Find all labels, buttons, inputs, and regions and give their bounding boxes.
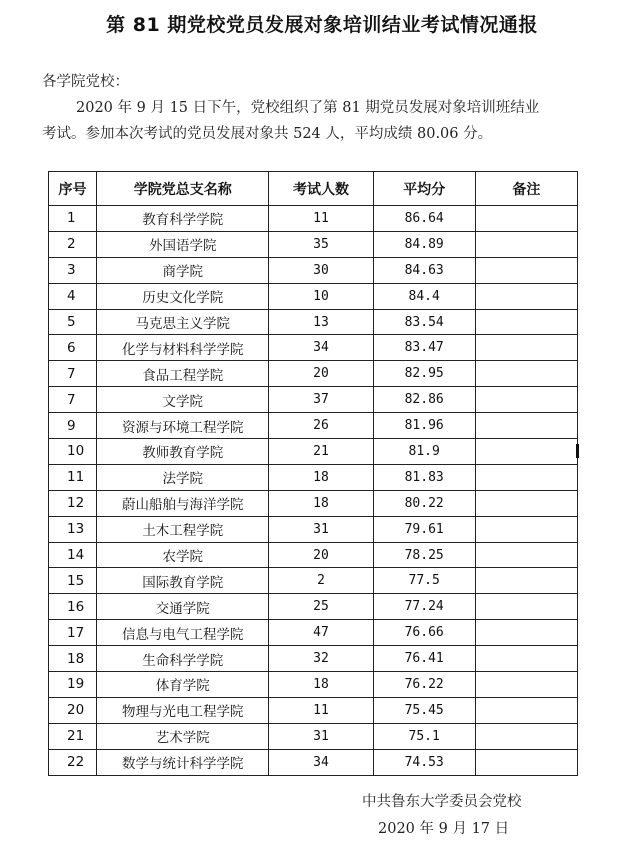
cell-count: 34 [269, 335, 373, 361]
cell-average: 77.5 [373, 568, 475, 594]
cell-count: 11 [269, 206, 373, 232]
cell-remarks [475, 620, 577, 646]
table-row [49, 283, 578, 309]
cell-remarks [475, 335, 577, 361]
cell-count: 11 [269, 697, 373, 723]
cell-index: 20 [49, 697, 97, 723]
cell-college: 外国语学院 [97, 231, 269, 257]
table-row [49, 594, 578, 620]
cell-remarks [475, 257, 577, 283]
header-average: 平均分 [373, 172, 475, 206]
body-paragraph-line-1: 2020 年 9 月 15 日下午，党校组织了第 81 期党员发展对象培训班结业 [76, 100, 540, 116]
cell-college: 物理与光电工程学院 [97, 697, 269, 723]
cell-count: 13 [269, 309, 373, 335]
cell-average: 84.63 [373, 257, 475, 283]
cell-remarks [475, 413, 577, 439]
header-college: 学院党总支名称 [97, 172, 269, 206]
cell-average: 75.1 [373, 723, 475, 749]
cell-college: 文学院 [97, 387, 269, 413]
cell-remarks [475, 646, 577, 672]
cell-index: 7 [49, 387, 97, 413]
cell-remarks [475, 594, 577, 620]
cell-college: 交通学院 [97, 594, 269, 620]
cell-remarks [475, 361, 577, 387]
table-row [49, 387, 578, 413]
header-index: 序号 [49, 172, 97, 206]
cell-remarks [475, 672, 577, 698]
cell-count: 31 [269, 516, 373, 542]
cell-college: 国际教育学院 [97, 568, 269, 594]
cell-count: 35 [269, 231, 373, 257]
cell-college: 蔚山船舶与海洋学院 [97, 490, 269, 516]
cell-index: 4 [49, 283, 97, 309]
cell-count: 18 [269, 464, 373, 490]
cell-college: 食品工程学院 [97, 361, 269, 387]
cell-index: 9 [49, 413, 97, 439]
cell-count: 32 [269, 646, 373, 672]
cell-college: 农学院 [97, 542, 269, 568]
cell-count: 2 [269, 568, 373, 594]
cell-index: 13 [49, 516, 97, 542]
table-row [49, 335, 578, 361]
cell-remarks [475, 542, 577, 568]
table-row [49, 723, 578, 749]
cell-count: 10 [269, 283, 373, 309]
cell-count: 26 [269, 413, 373, 439]
cell-index: 11 [49, 464, 97, 490]
table-row [49, 309, 578, 335]
header-remarks: 备注 [475, 172, 577, 206]
cell-count: 18 [269, 490, 373, 516]
cell-remarks [475, 723, 577, 749]
cell-remarks [475, 309, 577, 335]
cell-average: 78.25 [373, 542, 475, 568]
cell-remarks [475, 206, 577, 232]
cell-remarks [475, 568, 577, 594]
table-row [49, 646, 578, 672]
cell-average: 83.47 [373, 335, 475, 361]
cell-average: 76.41 [373, 646, 475, 672]
table-row [49, 542, 578, 568]
table-row [49, 672, 578, 698]
table-row [49, 516, 578, 542]
cell-college: 马克思主义学院 [97, 309, 269, 335]
cell-average: 86.64 [373, 206, 475, 232]
cell-index: 21 [49, 723, 97, 749]
cell-college: 土木工程学院 [97, 516, 269, 542]
cell-college: 教师教育学院 [97, 439, 269, 465]
cell-remarks [475, 231, 577, 257]
cell-average: 81.9 [373, 439, 475, 465]
cell-remarks [475, 464, 577, 490]
document-title: 第 81 期党校党员发展对象培训结业考试情况通报 [106, 14, 538, 36]
cell-average: 75.45 [373, 697, 475, 723]
cell-remarks [475, 516, 577, 542]
cell-college: 艺术学院 [97, 723, 269, 749]
cell-index: 19 [49, 672, 97, 698]
cell-count: 30 [269, 257, 373, 283]
cell-index: 3 [49, 257, 97, 283]
text-cursor-mark [576, 444, 579, 458]
greeting: 各学院党校： [42, 74, 129, 90]
cell-college: 体育学院 [97, 672, 269, 698]
cell-index: 17 [49, 620, 97, 646]
cell-count: 18 [269, 672, 373, 698]
cell-index: 15 [49, 568, 97, 594]
cell-index: 7 [49, 361, 97, 387]
cell-college: 商学院 [97, 257, 269, 283]
cell-index: 22 [49, 749, 97, 775]
cell-average: 76.22 [373, 672, 475, 698]
table-row [49, 620, 578, 646]
header-count: 考试人数 [269, 172, 373, 206]
cell-index: 16 [49, 594, 97, 620]
body-paragraph-line-2: 考试。参加本次考试的党员发展对象共 524 人，平均成绩 80.06 分。 [42, 126, 493, 142]
signature-organization: 中共鲁东大学委员会党校 [362, 794, 522, 810]
cell-index: 2 [49, 231, 97, 257]
table-row [49, 697, 578, 723]
cell-count: 47 [269, 620, 373, 646]
cell-average: 84.89 [373, 231, 475, 257]
cell-average: 81.96 [373, 413, 475, 439]
cell-average: 80.22 [373, 490, 475, 516]
table-header-row [49, 172, 578, 206]
cell-count: 20 [269, 361, 373, 387]
cell-index: 12 [49, 490, 97, 516]
cell-index: 1 [49, 206, 97, 232]
cell-average: 83.54 [373, 309, 475, 335]
cell-count: 34 [269, 749, 373, 775]
cell-index: 18 [49, 646, 97, 672]
cell-college: 数学与统计科学学院 [97, 749, 269, 775]
cell-average: 79.61 [373, 516, 475, 542]
cell-college: 化学与材料科学学院 [97, 335, 269, 361]
cell-remarks [475, 387, 577, 413]
cell-college: 信息与电气工程学院 [97, 620, 269, 646]
cell-college: 生命科学学院 [97, 646, 269, 672]
cell-index: 6 [49, 335, 97, 361]
table-row [49, 490, 578, 516]
table-row [49, 257, 578, 283]
cell-remarks [475, 749, 577, 775]
table-row [49, 439, 578, 465]
cell-count: 37 [269, 387, 373, 413]
results-table [48, 171, 578, 776]
cell-average: 82.86 [373, 387, 475, 413]
cell-remarks [475, 283, 577, 309]
cell-average: 77.24 [373, 594, 475, 620]
cell-count: 21 [269, 439, 373, 465]
cell-average: 74.53 [373, 749, 475, 775]
cell-remarks [475, 697, 577, 723]
table-row [49, 464, 578, 490]
table-row [49, 361, 578, 387]
cell-count: 25 [269, 594, 373, 620]
cell-average: 84.4 [373, 283, 475, 309]
cell-index: 14 [49, 542, 97, 568]
cell-college: 资源与环境工程学院 [97, 413, 269, 439]
signature-date: 2020 年 9 月 17 日 [378, 821, 510, 837]
cell-average: 76.66 [373, 620, 475, 646]
cell-college: 教育科学学院 [97, 206, 269, 232]
cell-college: 法学院 [97, 464, 269, 490]
table-row [49, 568, 578, 594]
cell-average: 81.83 [373, 464, 475, 490]
table-row [49, 231, 578, 257]
table-row [49, 413, 578, 439]
cell-count: 20 [269, 542, 373, 568]
table-row [49, 749, 578, 775]
cell-remarks [475, 439, 577, 465]
cell-count: 31 [269, 723, 373, 749]
table-row [49, 206, 578, 232]
cell-average: 82.95 [373, 361, 475, 387]
cell-college: 历史文化学院 [97, 283, 269, 309]
cell-index: 5 [49, 309, 97, 335]
cell-remarks [475, 490, 577, 516]
cell-index: 10 [49, 439, 97, 465]
